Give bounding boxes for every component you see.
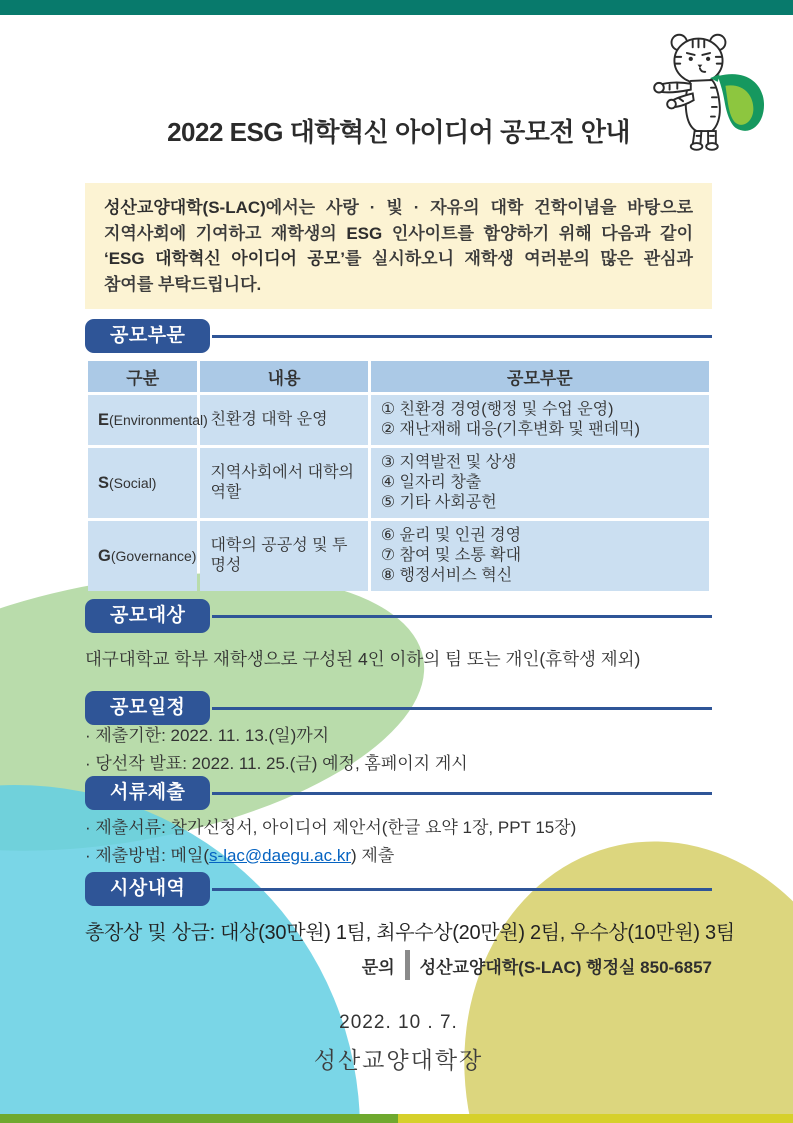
intro-text-segment: ‘ESG 대학혁신 아이디어 공모’ — [104, 249, 345, 268]
intro-text-segment: 를 실시하오니 재학생 여러분의 많은 관심과 참여를 부탁드립니다. — [104, 249, 693, 294]
intro-paragraph — [104, 195, 693, 297]
row-description: 지역사회에서 대학의 역할 — [200, 448, 367, 518]
schedule-item: · 제출기한: 2022. 11. 13.(일)까지 — [85, 726, 330, 745]
page-title: 2022 ESG 대학혁신 아이디어 공모전 안내 — [167, 117, 630, 147]
badge-awards: 시상내역 — [85, 872, 210, 906]
col-header: 내용 — [200, 361, 367, 392]
closing-signer: 성산교양대학장 — [313, 1047, 484, 1073]
badge-contest-categories: 공모부문 — [85, 319, 210, 353]
awards-text: 총장상 및 상금: 대상(30만원) 1팀, 최우수상(20만원) 2팀, 우수상(10만원) 3팀 — [85, 922, 735, 944]
bottom-accent-bars — [0, 1114, 793, 1123]
schedule-item: · 당선작 발표: 2022. 11. 25.(금) 예정, 홈페이지 게시 — [85, 753, 468, 773]
category-item: ⑧ 행정서비스 혁신 — [380, 567, 513, 584]
section-rule — [212, 792, 712, 795]
badge-eligibility: 공모대상 — [85, 599, 210, 633]
category-item: ⑤ 기타 사회공헌 — [380, 494, 497, 511]
esg-word: (Social) — [109, 474, 157, 491]
category-item: ④ 일자리 창출 — [380, 474, 482, 491]
badge-schedule: 공모일정 — [85, 691, 210, 725]
badge-document-submission: 서류제출 — [85, 776, 210, 810]
esg-letter: G — [98, 546, 111, 565]
section-head-schedule — [85, 691, 712, 725]
schedule-list — [85, 722, 712, 777]
esg-word: (Environmental) — [109, 411, 208, 428]
section-head-categories — [85, 319, 712, 353]
esg-letter: E — [98, 410, 110, 429]
section-rule — [212, 707, 712, 710]
category-item: ⑥ 윤리 및 인권 경영 — [380, 527, 522, 544]
contest-category-table — [85, 358, 712, 594]
section-head-eligibility — [85, 599, 712, 633]
intro-text-segment: 인사이트를 함양하기 위해 다음과 같이 — [382, 223, 693, 243]
intro-text-segment: 에서는 사랑 · 빛 · 자유의 대학 건학이념을 바탕으로 지역사회에 기여하고 재학생의 — [104, 198, 693, 243]
table-row — [88, 395, 709, 445]
submission-method: · 제출방법: 메일(s-lac@daegu.ac.kr) 제출 — [85, 845, 395, 865]
table-header-row — [88, 361, 709, 392]
category-item: ① 친환경 경영(행정 및 수업 운영) — [380, 401, 614, 418]
contact-info: 성산교양대학(S-LAC) 행정실 850-6857 — [419, 957, 712, 977]
email-link[interactable]: s-lac@daegu.ac.kr — [209, 845, 352, 865]
footer-bar-green — [0, 1114, 398, 1123]
section-rule — [212, 615, 712, 618]
section-rule — [212, 888, 712, 891]
table-row — [88, 521, 709, 591]
intro-text-segment: 성산교양대학(S-LAC) — [104, 198, 266, 217]
col-header: 공모부문 — [371, 361, 709, 392]
category-table-wrap — [85, 358, 712, 594]
footer-bar-yellow — [398, 1114, 793, 1123]
category-item: ③ 지역발전 및 상생 — [380, 454, 517, 471]
contact-phone: 850-6857 — [640, 957, 712, 977]
contact-divider — [405, 950, 410, 980]
col-header: 구분 — [88, 361, 197, 392]
intro-box — [85, 183, 712, 309]
section-head-submission — [85, 776, 712, 810]
section-head-awards — [85, 872, 712, 906]
esg-letter: S — [98, 473, 110, 492]
top-accent-bar — [0, 0, 793, 15]
contact-row — [85, 950, 712, 980]
contact-label: 문의 — [361, 957, 395, 977]
submission-list — [85, 814, 712, 869]
row-description: 친환경 대학 운영 — [200, 395, 367, 445]
table-row — [88, 448, 709, 518]
submission-docs: · 제출서류: 참가신청서, 아이디어 제안서(한글 요약 1장, PPT 15장) — [85, 818, 577, 837]
section-rule — [212, 335, 712, 338]
eligibility-text: 대구대학교 학부 재학생으로 구성된 4인 이하의 팀 또는 개인(휴학생 제외) — [85, 649, 641, 669]
intro-text-segment: ESG — [346, 223, 383, 243]
esg-word: (Governance) — [110, 547, 197, 564]
category-item: ⑦ 참여 및 소통 확대 — [380, 547, 522, 564]
category-item: ② 재난재해 대응(기후변화 및 팬데믹) — [380, 421, 640, 438]
closing-date: 2022. 10 . 7. — [339, 1012, 458, 1033]
row-description: 대학의 공공성 및 투명성 — [200, 521, 367, 591]
